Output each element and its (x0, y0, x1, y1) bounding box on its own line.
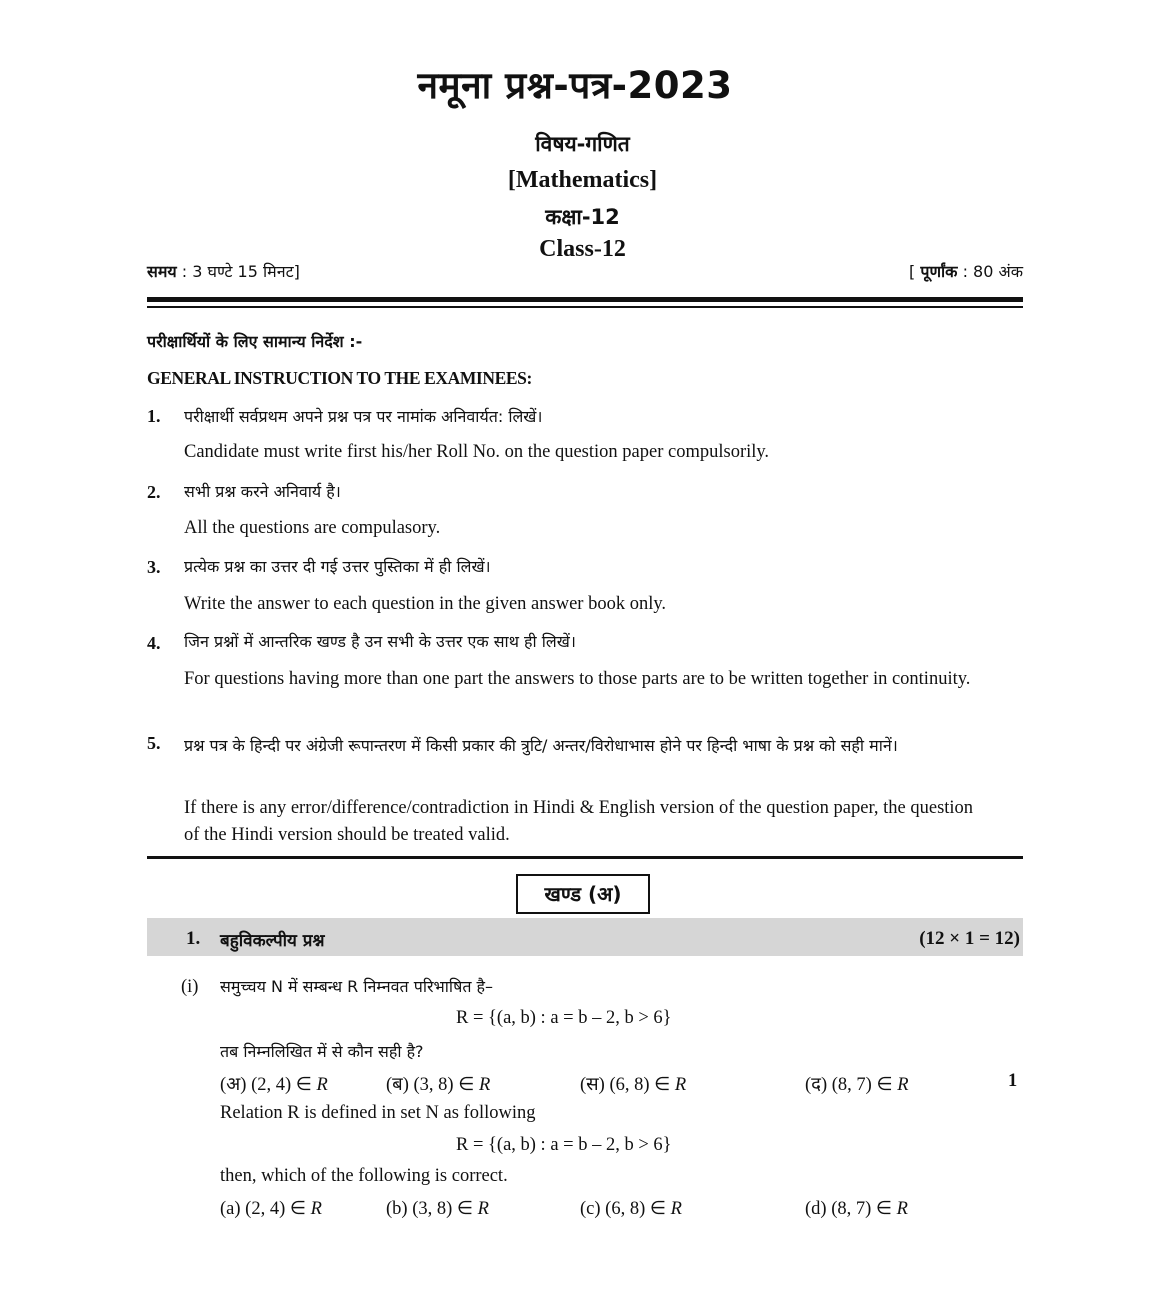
instruction-5-english: If there is any error/difference/contradiction in Hindi & English version of the question paper, the question of the Hindi version should be treated valid. (184, 798, 974, 845)
header-rule-thick (147, 297, 1023, 302)
option-hindi-b: (ब) (3, 8) ∈ R (386, 1075, 491, 1095)
marks-label: पूर्णांक (920, 262, 958, 281)
time-info (147, 260, 300, 282)
paper-title: नमूना प्रश्न-पत्र-2023 (417, 64, 733, 107)
question-marks: 1 (1008, 1071, 1018, 1091)
question-group-number: 1. (186, 928, 201, 949)
instruction-2-hindi: सभी प्रश्न करने अनिवार्य है। (184, 482, 341, 501)
instruction-number: 5. (147, 733, 161, 753)
instruction-4-english: For questions having more than one part the answers to those parts are to be written together in continuity. (184, 669, 971, 689)
subject-hindi: विषय-गणित (535, 132, 630, 156)
question-ask-hindi: तब निम्नलिखित में से कौन सही है? (220, 1042, 424, 1061)
marks-info (909, 260, 1023, 282)
option-english-a: (a) (2, 4) ∈ R (220, 1199, 322, 1219)
instruction-number: 1. (147, 406, 161, 426)
question-stem-hindi: समुच्चय N में सम्बन्ध R निम्नवत परिभाषित है– (220, 977, 494, 996)
question-group-title: बहुविकल्पीय प्रश्न (220, 931, 325, 951)
section-label-box: खण्ड (अ) (516, 874, 650, 914)
option-hindi-a: (अ) (2, 4) ∈ R (220, 1075, 328, 1095)
instruction-1-hindi: परीक्षार्थी सर्वप्रथम अपने प्रश्न पत्र पर नामांक अनिवार्यत: लिखें। (184, 407, 543, 426)
option-hindi-c: (स) (6, 8) ∈ R (580, 1075, 687, 1095)
option-hindi-d: (द) (8, 7) ∈ R (805, 1075, 909, 1095)
time-label: समय (147, 262, 177, 281)
instruction-1-english: Candidate must write first his/her Roll No. on the question paper compulsorily. (184, 442, 770, 462)
instructions-heading-english: GENERAL INSTRUCTION TO THE EXAMINEES: (147, 368, 532, 388)
instruction-number: 4. (147, 633, 161, 653)
subject-english: [Mathematics] (507, 167, 658, 193)
instructions-heading-hindi: परीक्षार्थियों के लिए सामान्य निर्देश :- (147, 332, 363, 351)
instruction-number: 2. (147, 482, 161, 502)
relation-definition-english: R = {(a, b) : a = b – 2, b > 6} (456, 1135, 672, 1155)
marks-open: [ (909, 262, 916, 281)
class-hindi: कक्षा-12 (545, 205, 620, 229)
relation-definition-hindi: R = {(a, b) : a = b – 2, b > 6} (456, 1008, 672, 1028)
header-rule-thin (147, 306, 1023, 308)
marks-value: : 80 अंक (962, 262, 1023, 281)
instruction-5-hindi: प्रश्न पत्र के हिन्दी पर अंग्रेजी रूपान्तरण में किसी प्रकार की त्रुटि/ अन्तर/विरोधाभास होने पर हिन्दी भाषा के प्रश्न को सही मानें। (184, 736, 898, 755)
question-group-marks: (12 × 1 = 12) (919, 928, 1020, 949)
instruction-number: 3. (147, 557, 161, 577)
question-number: (i) (181, 977, 199, 997)
time-value: : 3 घण्टे 15 मिनट] (181, 262, 300, 281)
option-english-d: (d) (8, 7) ∈ R (805, 1199, 908, 1219)
instruction-3-english: Write the answer to each question in the given answer book only. (184, 594, 667, 614)
question-ask-english: then, which of the following is correct. (220, 1166, 508, 1186)
class-english: Class-12 (539, 236, 626, 262)
instruction-4-hindi: जिन प्रश्नों में आन्तरिक खण्ड है उन सभी के उत्तर एक साथ ही लिखें। (184, 632, 576, 651)
instruction-3-hindi: प्रत्येक प्रश्न का उत्तर दी गई उत्तर पुस्तिका में ही लिखें। (184, 557, 491, 576)
option-english-c: (c) (6, 8) ∈ R (580, 1199, 682, 1219)
question-stem-english: Relation R is defined in set N as following (220, 1103, 536, 1123)
option-english-b: (b) (3, 8) ∈ R (386, 1199, 489, 1219)
instruction-2-english: All the questions are compulasory. (184, 518, 441, 538)
section-rule (147, 856, 1023, 859)
